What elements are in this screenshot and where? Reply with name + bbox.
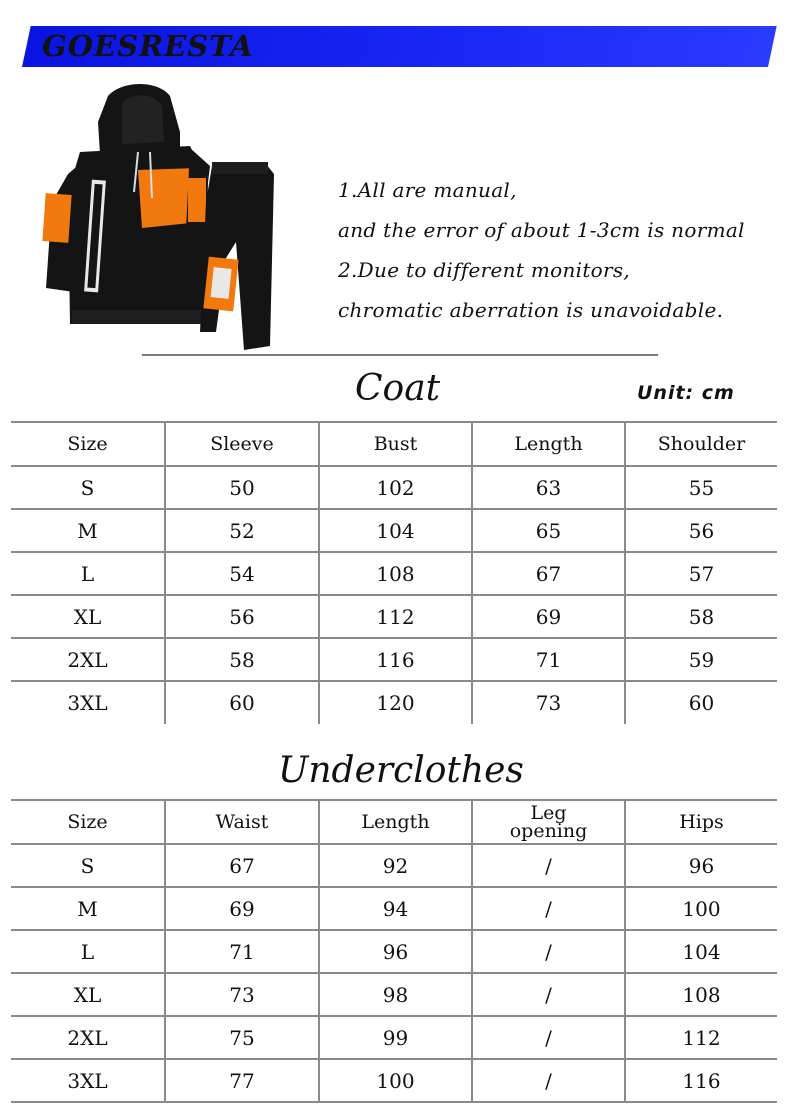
underclothes-cell: 100 (625, 887, 777, 930)
coat-table (11, 421, 777, 724)
unit-label: Unit: cm (637, 382, 735, 404)
coat-cell: L (11, 552, 165, 595)
note-line-3: 2.Due to different monitors, (338, 258, 631, 282)
underclothes-cell: 73 (165, 973, 319, 1016)
table-row (11, 552, 777, 595)
underclothes-cell: 75 (165, 1016, 319, 1059)
underclothes-header-waist: Waist (165, 800, 319, 844)
note-line-1: 1.All are manual, (338, 178, 517, 202)
coat-cell: 60 (625, 681, 777, 724)
underclothes-cell: 2XL (11, 1016, 165, 1059)
underclothes-cell: 104 (625, 930, 777, 973)
underclothes-cell: L (11, 930, 165, 973)
underclothes-cell: 96 (319, 930, 472, 973)
coat-cell: 63 (472, 466, 625, 509)
underclothes-cell: M (11, 887, 165, 930)
underclothes-cell: 77 (165, 1059, 319, 1102)
right-sleeve-accent (188, 178, 206, 222)
coat-header-sleeve: Sleeve (165, 422, 319, 466)
table-row (11, 509, 777, 552)
coat-cell: 120 (319, 681, 472, 724)
underclothes-header-size: Size (11, 800, 165, 844)
brand-name: GOESRESTA (42, 29, 254, 63)
coat-cell: 50 (165, 466, 319, 509)
underclothes-cell: 112 (625, 1016, 777, 1059)
pants-waistband (212, 162, 268, 174)
coat-header-row (11, 422, 777, 466)
underclothes-cell: 108 (625, 973, 777, 1016)
left-sleeve-accent (42, 193, 71, 243)
hood-opening (122, 95, 164, 144)
table-row (11, 1059, 777, 1102)
table-row (11, 638, 777, 681)
coat-cell: 58 (625, 595, 777, 638)
notes-block (338, 170, 788, 330)
underclothes-cell: / (472, 887, 625, 930)
coat-cell: 108 (319, 552, 472, 595)
hoodie-hem (72, 310, 204, 324)
note-line-2: and the error of about 1-3cm is normal (338, 218, 745, 242)
product-image (30, 82, 312, 352)
underclothes-cell: 116 (625, 1059, 777, 1102)
coat-cell: XL (11, 595, 165, 638)
coat-cell: 69 (472, 595, 625, 638)
coat-header-bust: Bust (319, 422, 472, 466)
underclothes-cell: / (472, 973, 625, 1016)
coat-cell: 59 (625, 638, 777, 681)
table-row (11, 973, 777, 1016)
pants-print (211, 267, 232, 299)
underclothes-cell: S (11, 844, 165, 887)
table-row (11, 930, 777, 973)
coat-cell: 58 (165, 638, 319, 681)
underclothes-header-hips: Hips (625, 800, 777, 844)
leg-header-line-2: opening (509, 820, 588, 842)
underclothes-cell: 98 (319, 973, 472, 1016)
coat-cell: 67 (472, 552, 625, 595)
coat-cell: 55 (625, 466, 777, 509)
underclothes-cell: 99 (319, 1016, 472, 1059)
underclothes-cell: 96 (625, 844, 777, 887)
table-row (11, 466, 777, 509)
table-row (11, 1016, 777, 1059)
underclothes-header-row (11, 800, 777, 844)
underclothes-cell: 100 (319, 1059, 472, 1102)
divider (142, 354, 658, 356)
table-row (11, 595, 777, 638)
coat-cell: S (11, 466, 165, 509)
underclothes-cell: / (472, 1016, 625, 1059)
coat-cell: 112 (319, 595, 472, 638)
table-row (11, 844, 777, 887)
underclothes-cell: XL (11, 973, 165, 1016)
coat-header-size: Size (11, 422, 165, 466)
coat-cell: 52 (165, 509, 319, 552)
coat-header-length: Length (472, 422, 625, 466)
coat-cell: 56 (165, 595, 319, 638)
coat-cell: 2XL (11, 638, 165, 681)
brand-banner (22, 26, 768, 67)
coat-cell: 102 (319, 466, 472, 509)
underclothes-header-leg-opening (472, 800, 625, 844)
coat-cell: 65 (472, 509, 625, 552)
underclothes-cell: / (472, 1059, 625, 1102)
underclothes-cell: 69 (165, 887, 319, 930)
underclothes-cell: / (472, 844, 625, 887)
underclothes-header-length: Length (319, 800, 472, 844)
coat-cell: 71 (472, 638, 625, 681)
coat-cell: 60 (165, 681, 319, 724)
underclothes-title: Underclothes (278, 750, 524, 791)
coat-header-shoulder: Shoulder (625, 422, 777, 466)
note-line-4: chromatic aberration is unavoidable. (338, 298, 724, 322)
underclothes-cell: 94 (319, 887, 472, 930)
underclothes-cell: / (472, 930, 625, 973)
coat-cell: 73 (472, 681, 625, 724)
underclothes-table (11, 799, 777, 1103)
coat-cell: 3XL (11, 681, 165, 724)
underclothes-cell: 71 (165, 930, 319, 973)
coat-cell: 116 (319, 638, 472, 681)
table-row (11, 887, 777, 930)
coat-cell: 57 (625, 552, 777, 595)
leg-header-line-1: Leg (530, 802, 567, 824)
coat-cell: 104 (319, 509, 472, 552)
coat-title: Coat (355, 368, 441, 409)
table-row (11, 681, 777, 724)
coat-cell: 56 (625, 509, 777, 552)
underclothes-cell: 3XL (11, 1059, 165, 1102)
coat-cell: M (11, 509, 165, 552)
coat-cell: 54 (165, 552, 319, 595)
underclothes-cell: 92 (319, 844, 472, 887)
underclothes-cell: 67 (165, 844, 319, 887)
